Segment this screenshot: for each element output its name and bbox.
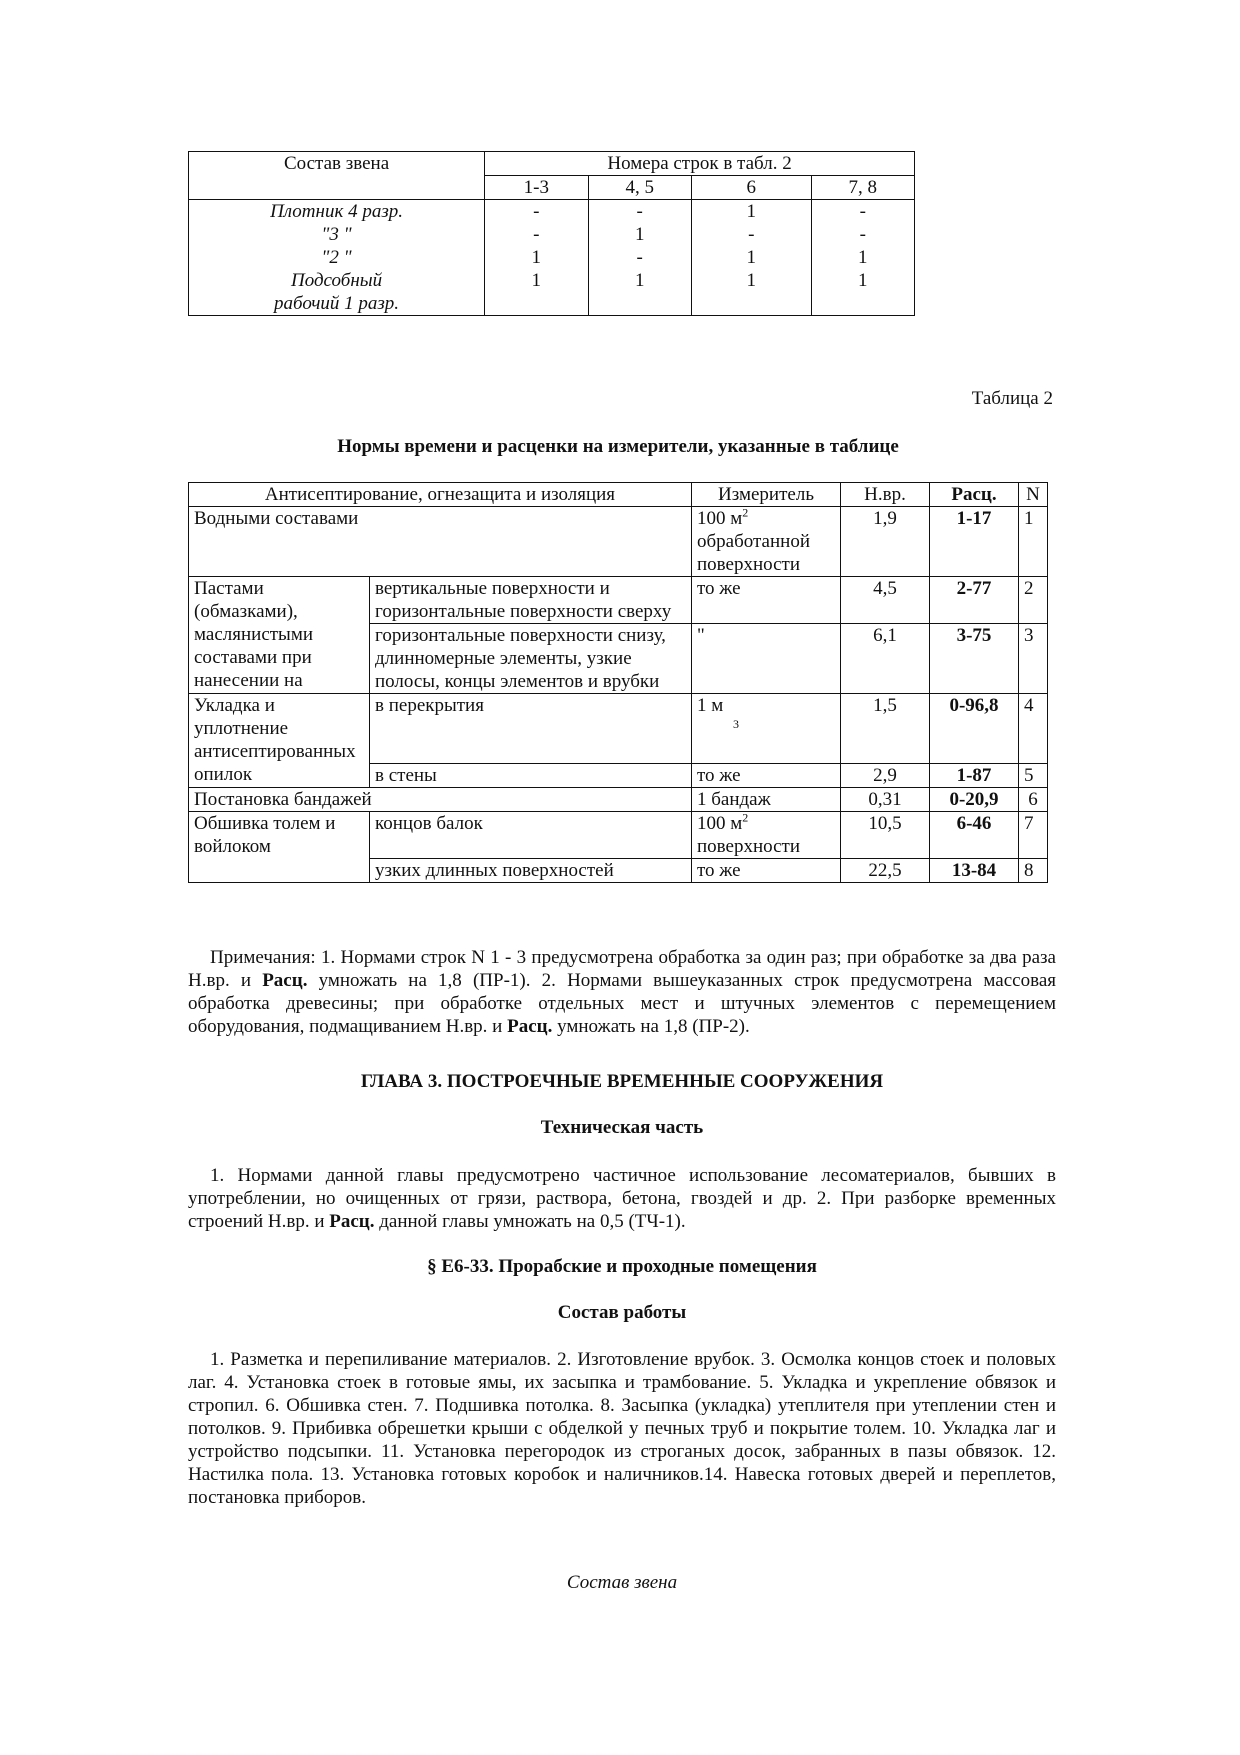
unit-sup: 3 xyxy=(733,717,739,731)
header-unit: Измеритель xyxy=(692,483,841,507)
row-unit: " xyxy=(692,624,841,694)
table-number: Таблица 2 xyxy=(971,388,1053,409)
row-nvr: 1,9 xyxy=(841,507,930,577)
header-nvr: Н.вр. xyxy=(841,483,930,507)
group-lay: Укладка и уплотнение антисептированных опилок xyxy=(189,694,370,788)
crew-row-label: "3 " xyxy=(321,224,352,245)
crew-composition-heading: Состав звена xyxy=(566,1572,678,1593)
row-unit: то же xyxy=(692,859,841,883)
unit-text-2: обработанной поверхности xyxy=(697,531,810,575)
crew-col-values xyxy=(691,200,811,316)
row-n: 5 xyxy=(1019,764,1048,788)
crew-cell: 1 xyxy=(531,247,542,268)
row-rasc: 0-20,9 xyxy=(930,788,1019,812)
unit-text: 1 м xyxy=(697,695,724,716)
group-paste: Пастами (обмазками), маслянистыми составами при нанесении на xyxy=(189,577,370,694)
crew-cell: - xyxy=(859,201,866,222)
work-paragraph: 1. Разметка и перепиливание материалов. 2. Изготовление врубок. 3. Осмолка концов стоек и половых лаг. 4. Установка стоек в готовые ямы, их засыпка и трамбование. 5. Укладка и укрепление обвязок и стропил. 6. Обшивка стен. 7. Подшивка потолка. 8. Засыпка (укладка) утеплителя при утеплении стен и потолков. 9. Прибивка обрешетки крыши с обделкой у печных труб и покрытие толем. 10. Укладка лаг и устройство подсыпки. 11. Установка перегородок из строганых досок, забранных в пазы обвязок. 12. Настилка пола. 13. Установка готовых коробок и наличников.14. Навеска готовых дверей и переплетов, постановка приборов. xyxy=(188,1349,1056,1508)
crew-cell: - xyxy=(533,224,540,245)
crew-row-label: "2 " xyxy=(321,247,352,268)
row-unit: то же xyxy=(692,764,841,788)
crew-col-values xyxy=(588,200,691,316)
crew-col-header: 7, 8 xyxy=(811,176,914,200)
row-rasc: 3-75 xyxy=(930,624,1019,694)
crew-cell: 1 xyxy=(746,201,756,222)
crew-cell: - xyxy=(748,224,755,245)
row-nvr: 4,5 xyxy=(841,577,930,624)
row-sub: концов балок xyxy=(370,812,692,859)
unit-text: 100 м xyxy=(697,813,743,834)
tech-text: данной главы умножать на 0,5 (ТЧ-1). xyxy=(374,1211,686,1232)
row-work: Постановка бандажей xyxy=(189,788,692,812)
row-rasc: 0-96,8 xyxy=(930,694,1019,764)
crew-row-label: рабочий 1 разр. xyxy=(274,293,400,314)
row-work: Водными составами xyxy=(189,507,692,577)
notes-text: умножать на 1,8 (ПР-2). xyxy=(552,1016,750,1037)
crew-col-values xyxy=(811,200,914,316)
row-unit xyxy=(692,812,841,859)
section-title: § Е6-33. Прорабские и проходные помещения xyxy=(427,1256,817,1277)
crew-row-label: Плотник 4 разр. xyxy=(270,201,403,222)
header-n: N xyxy=(1019,483,1048,507)
row-unit: 1 бандаж xyxy=(692,788,841,812)
notes-text: умножать на 1,8 (ПР-1). 2. Нормами вышеуказанных строк предусмотрена массовая обработка древесины; при обработке отдельных мест и штучных элементов с перемещением оборудования, подмащиванием Н.вр. и xyxy=(188,970,1056,1037)
row-rasc: 1-17 xyxy=(930,507,1019,577)
row-unit xyxy=(692,694,841,764)
crew-cell: 1 xyxy=(858,270,868,291)
chapter-title: ГЛАВА 3. ПОСТРОЕЧНЫЕ ВРЕМЕННЫЕ СООРУЖЕНИЯ xyxy=(360,1071,884,1092)
row-nvr: 10,5 xyxy=(841,812,930,859)
crew-table xyxy=(188,151,915,316)
work-composition-title: Состав работы xyxy=(557,1302,687,1323)
norms-table xyxy=(188,482,1048,883)
row-nvr: 1,5 xyxy=(841,694,930,764)
crew-labels-cell xyxy=(189,200,485,316)
crew-cell: - xyxy=(859,224,866,245)
unit-text: 100 м xyxy=(697,508,743,529)
tech-bold: Расц. xyxy=(329,1211,375,1232)
crew-cell: 1 xyxy=(634,224,645,245)
crew-cell: - xyxy=(533,201,540,222)
row-n: 8 xyxy=(1019,859,1048,883)
row-n: 2 xyxy=(1019,577,1048,624)
row-sub: в перекрытия xyxy=(370,694,692,764)
tech-text: 1. Нормами данной главы предусмотрено частичное использование лесоматериалов, бывших в употреблении, но очищенных от грязи, раствора, бетона, гвоздей и др. 2. При разборке временных строений Н.вр. и xyxy=(188,1165,1056,1232)
crew-col-values xyxy=(485,200,588,316)
unit-sup: 2 xyxy=(742,505,749,520)
row-n: 3 xyxy=(1019,624,1048,694)
row-n: 1 xyxy=(1019,507,1048,577)
table-row xyxy=(189,694,1048,764)
row-n: 6 xyxy=(1019,788,1048,812)
crew-cell: 1 xyxy=(531,270,542,291)
unit-text-2: поверхности xyxy=(697,836,801,857)
row-rasc: 6-46 xyxy=(930,812,1019,859)
row-sub: в стены xyxy=(370,764,692,788)
row-nvr: 0,31 xyxy=(841,788,930,812)
crew-cell: - xyxy=(636,247,643,268)
notes-text: Примечания: 1. Нормами строк N 1 - 3 предусмотрена обработка за один раз; при обработке за два раза Н.вр. и xyxy=(188,947,1056,991)
tech-part-title: Техническая часть xyxy=(540,1117,704,1138)
row-nvr: 2,9 xyxy=(841,764,930,788)
notes-bold: Расц. xyxy=(262,970,308,991)
row-unit: то же xyxy=(692,577,841,624)
crew-row-label: Подсобный xyxy=(290,270,383,291)
table-row xyxy=(189,788,1048,812)
row-nvr: 22,5 xyxy=(841,859,930,883)
row-n: 4 xyxy=(1019,694,1048,764)
crew-cell: - xyxy=(636,201,643,222)
notes-bold: Расц. xyxy=(507,1016,553,1037)
header-rasc: Расц. xyxy=(930,483,1019,507)
crew-cell: 1 xyxy=(746,247,756,268)
row-n: 7 xyxy=(1019,812,1048,859)
table-row xyxy=(189,812,1048,859)
table-title: Нормы времени и расценки на измерители, указанные в таблице xyxy=(337,436,899,457)
row-sub: горизонтальные поверхности снизу, длинномерные элементы, узкие полосы, концы элементов и врубки xyxy=(370,624,692,694)
row-rasc: 1-87 xyxy=(930,764,1019,788)
crew-cell: 1 xyxy=(746,270,756,291)
row-rasc: 13-84 xyxy=(930,859,1019,883)
row-sub: узких длинных поверхностей xyxy=(370,859,692,883)
crew-col-header: 4, 5 xyxy=(588,176,691,200)
header-work: Антисептирование, огнезащита и изоляция xyxy=(189,483,692,507)
notes-paragraph xyxy=(188,946,1056,1038)
tech-paragraph xyxy=(188,1164,1056,1233)
crew-header-left: Состав звена xyxy=(189,152,485,200)
row-nvr: 6,1 xyxy=(841,624,930,694)
table-row xyxy=(189,577,1048,624)
crew-header-group: Номера строк в табл. 2 xyxy=(485,152,915,176)
crew-col-header: 6 xyxy=(691,176,811,200)
table-row xyxy=(189,507,1048,577)
row-unit xyxy=(692,507,841,577)
unit-sup: 2 xyxy=(742,810,749,825)
row-rasc: 2-77 xyxy=(930,577,1019,624)
crew-col-header: 1-3 xyxy=(485,176,588,200)
crew-cell: 1 xyxy=(634,270,645,291)
crew-cell: 1 xyxy=(858,247,868,268)
group-cover: Обшивка толем и войлоком xyxy=(189,812,370,883)
row-sub: вертикальные поверхности и горизонтальные поверхности сверху xyxy=(370,577,692,624)
